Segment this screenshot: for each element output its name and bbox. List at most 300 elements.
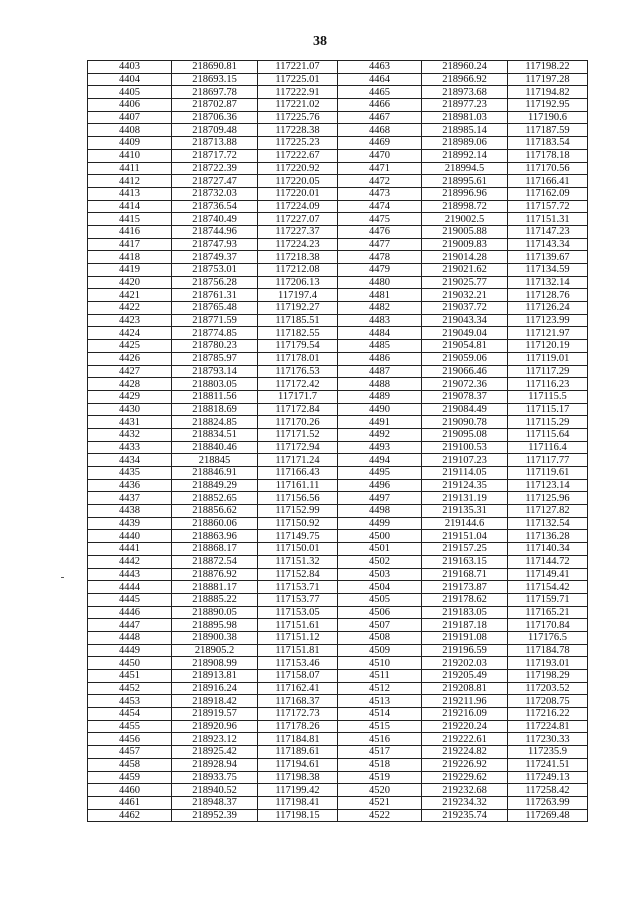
y-coordinate-cell: 117153.71	[258, 581, 338, 594]
table-row	[88, 213, 588, 226]
table-row	[88, 479, 588, 492]
table-row	[88, 264, 588, 277]
x-coordinate-cell: 219114.05	[422, 467, 508, 480]
x-coordinate-cell: 218908.99	[172, 657, 258, 670]
point-number-cell: 4471	[338, 162, 422, 175]
x-coordinate-cell: 218780.23	[172, 340, 258, 353]
y-coordinate-cell: 117258.42	[508, 784, 588, 797]
y-coordinate-cell: 117140.34	[508, 543, 588, 556]
point-number-cell: 4518	[338, 758, 422, 771]
table-row	[88, 416, 588, 429]
y-coordinate-cell: 117172.42	[258, 378, 338, 391]
y-coordinate-cell: 117197.28	[508, 73, 588, 86]
x-coordinate-cell: 219226.92	[422, 758, 508, 771]
table-row	[88, 784, 588, 797]
y-coordinate-cell: 117151.32	[258, 555, 338, 568]
point-number-cell: 4483	[338, 314, 422, 327]
x-coordinate-cell: 219084.49	[422, 403, 508, 416]
x-coordinate-cell: 218736.54	[172, 200, 258, 213]
y-coordinate-cell: 117151.31	[508, 213, 588, 226]
point-number-cell: 4510	[338, 657, 422, 670]
x-coordinate-cell: 218706.36	[172, 111, 258, 124]
y-coordinate-cell: 117170.56	[508, 162, 588, 175]
y-coordinate-cell: 117194.61	[258, 758, 338, 771]
y-coordinate-cell: 117198.15	[258, 809, 338, 822]
point-number-cell: 4420	[88, 276, 172, 289]
point-number-cell: 4423	[88, 314, 172, 327]
y-coordinate-cell: 117170.26	[258, 416, 338, 429]
y-coordinate-cell: 117166.43	[258, 467, 338, 480]
point-number-cell: 4419	[88, 264, 172, 277]
x-coordinate-cell: 219009.83	[422, 238, 508, 251]
y-coordinate-cell: 117241.51	[508, 758, 588, 771]
point-number-cell: 4507	[338, 619, 422, 632]
x-coordinate-cell: 218872.54	[172, 555, 258, 568]
point-number-cell: 4443	[88, 568, 172, 581]
table-row	[88, 467, 588, 480]
y-coordinate-cell: 117153.46	[258, 657, 338, 670]
y-coordinate-cell: 117120.19	[508, 340, 588, 353]
y-coordinate-cell: 117149.75	[258, 530, 338, 543]
point-number-cell: 4450	[88, 657, 172, 670]
x-coordinate-cell: 218845	[172, 454, 258, 467]
x-coordinate-cell: 219131.19	[422, 492, 508, 505]
x-coordinate-cell: 218732.03	[172, 187, 258, 200]
y-coordinate-cell: 117227.37	[258, 225, 338, 238]
y-coordinate-cell: 117224.81	[508, 720, 588, 733]
x-coordinate-cell: 218981.03	[422, 111, 508, 124]
y-coordinate-cell: 117212.08	[258, 264, 338, 277]
y-coordinate-cell: 117206.13	[258, 276, 338, 289]
y-coordinate-cell: 117162.09	[508, 187, 588, 200]
x-coordinate-cell: 219144.6	[422, 517, 508, 530]
y-coordinate-cell: 117192.27	[258, 302, 338, 315]
x-coordinate-cell: 219151.04	[422, 530, 508, 543]
table-row	[88, 517, 588, 530]
y-coordinate-cell: 117150.01	[258, 543, 338, 556]
point-number-cell: 4408	[88, 124, 172, 137]
table-row	[88, 327, 588, 340]
point-number-cell: 4451	[88, 670, 172, 683]
table-row	[88, 555, 588, 568]
y-coordinate-cell: 117224.09	[258, 200, 338, 213]
table-row	[88, 746, 588, 759]
x-coordinate-cell: 219232.68	[422, 784, 508, 797]
x-coordinate-cell: 218989.06	[422, 137, 508, 150]
x-coordinate-cell: 218690.81	[172, 61, 258, 74]
x-coordinate-cell: 218753.01	[172, 264, 258, 277]
y-coordinate-cell: 117166.41	[508, 175, 588, 188]
x-coordinate-cell: 218744.96	[172, 225, 258, 238]
x-coordinate-cell: 219178.62	[422, 593, 508, 606]
point-number-cell: 4422	[88, 302, 172, 315]
y-coordinate-cell: 117115.29	[508, 416, 588, 429]
point-number-cell: 4427	[88, 365, 172, 378]
y-coordinate-cell: 117126.24	[508, 302, 588, 315]
x-coordinate-cell: 219054.81	[422, 340, 508, 353]
x-coordinate-cell: 218868.17	[172, 543, 258, 556]
x-coordinate-cell: 218702.87	[172, 99, 258, 112]
y-coordinate-cell: 117117.77	[508, 454, 588, 467]
table-row	[88, 314, 588, 327]
x-coordinate-cell: 219216.09	[422, 708, 508, 721]
x-coordinate-cell: 218916.24	[172, 682, 258, 695]
table-row	[88, 340, 588, 353]
table-row	[88, 454, 588, 467]
x-coordinate-cell: 218717.72	[172, 149, 258, 162]
point-number-cell: 4440	[88, 530, 172, 543]
x-coordinate-cell: 219202.03	[422, 657, 508, 670]
table-row	[88, 99, 588, 112]
y-coordinate-cell: 117228.38	[258, 124, 338, 137]
point-number-cell: 4434	[88, 454, 172, 467]
y-coordinate-cell: 117185.51	[258, 314, 338, 327]
point-number-cell: 4432	[88, 428, 172, 441]
x-coordinate-cell: 218895.98	[172, 619, 258, 632]
table-row	[88, 568, 588, 581]
x-coordinate-cell: 218771.59	[172, 314, 258, 327]
y-coordinate-cell: 117127.82	[508, 505, 588, 518]
point-number-cell: 4428	[88, 378, 172, 391]
x-coordinate-cell: 219191.08	[422, 631, 508, 644]
table-row	[88, 606, 588, 619]
x-coordinate-cell: 218890.05	[172, 606, 258, 619]
point-number-cell: 4501	[338, 543, 422, 556]
x-coordinate-cell: 218913.81	[172, 670, 258, 683]
x-coordinate-cell: 219090.78	[422, 416, 508, 429]
y-coordinate-cell: 117115.17	[508, 403, 588, 416]
x-coordinate-cell: 218881.17	[172, 581, 258, 594]
point-number-cell: 4416	[88, 225, 172, 238]
x-coordinate-cell: 218920.96	[172, 720, 258, 733]
table-row	[88, 365, 588, 378]
y-coordinate-cell: 117208.75	[508, 695, 588, 708]
point-number-cell: 4489	[338, 390, 422, 403]
x-coordinate-cell: 218952.39	[172, 809, 258, 822]
point-number-cell: 4410	[88, 149, 172, 162]
x-coordinate-cell: 218966.92	[422, 73, 508, 86]
x-coordinate-cell: 218876.92	[172, 568, 258, 581]
point-number-cell: 4479	[338, 264, 422, 277]
table-row	[88, 111, 588, 124]
y-coordinate-cell: 117123.99	[508, 314, 588, 327]
y-coordinate-cell: 117184.81	[258, 733, 338, 746]
point-number-cell: 4519	[338, 771, 422, 784]
point-number-cell: 4473	[338, 187, 422, 200]
table-row	[88, 733, 588, 746]
x-coordinate-cell: 218709.48	[172, 124, 258, 137]
table-row	[88, 238, 588, 251]
table-row	[88, 809, 588, 822]
x-coordinate-cell: 218996.96	[422, 187, 508, 200]
table-row	[88, 276, 588, 289]
point-number-cell: 4500	[338, 530, 422, 543]
y-coordinate-cell: 117149.41	[508, 568, 588, 581]
y-coordinate-cell: 117162.41	[258, 682, 338, 695]
y-coordinate-cell: 117152.84	[258, 568, 338, 581]
y-coordinate-cell: 117225.23	[258, 137, 338, 150]
y-coordinate-cell: 117134.59	[508, 264, 588, 277]
point-number-cell: 4460	[88, 784, 172, 797]
x-coordinate-cell: 218697.78	[172, 86, 258, 99]
x-coordinate-cell: 219163.15	[422, 555, 508, 568]
point-number-cell: 4491	[338, 416, 422, 429]
table-row	[88, 670, 588, 683]
point-number-cell: 4441	[88, 543, 172, 556]
table-row	[88, 619, 588, 632]
x-coordinate-cell: 218940.52	[172, 784, 258, 797]
point-number-cell: 4403	[88, 61, 172, 74]
y-coordinate-cell: 117121.97	[508, 327, 588, 340]
table-row	[88, 86, 588, 99]
point-number-cell: 4456	[88, 733, 172, 746]
y-coordinate-cell: 117154.42	[508, 581, 588, 594]
page-number: 38	[313, 34, 327, 49]
y-coordinate-cell: 117249.13	[508, 771, 588, 784]
x-coordinate-cell: 218948.37	[172, 796, 258, 809]
point-number-cell: 4459	[88, 771, 172, 784]
x-coordinate-cell: 219168.71	[422, 568, 508, 581]
x-coordinate-cell: 218852.65	[172, 492, 258, 505]
x-coordinate-cell: 219025.77	[422, 276, 508, 289]
x-coordinate-cell: 218693.15	[172, 73, 258, 86]
table-row	[88, 428, 588, 441]
y-coordinate-cell: 117178.26	[258, 720, 338, 733]
y-coordinate-cell: 117182.55	[258, 327, 338, 340]
point-number-cell: 4499	[338, 517, 422, 530]
point-number-cell: 4455	[88, 720, 172, 733]
point-number-cell: 4435	[88, 467, 172, 480]
point-number-cell: 4494	[338, 454, 422, 467]
x-coordinate-cell: 218756.28	[172, 276, 258, 289]
table-row	[88, 657, 588, 670]
x-coordinate-cell: 219234.32	[422, 796, 508, 809]
point-number-cell: 4433	[88, 441, 172, 454]
y-coordinate-cell: 117225.01	[258, 73, 338, 86]
x-coordinate-cell: 218834.51	[172, 428, 258, 441]
y-coordinate-cell: 117158.07	[258, 670, 338, 683]
table-row	[88, 187, 588, 200]
y-coordinate-cell: 117125.96	[508, 492, 588, 505]
y-coordinate-cell: 117153.05	[258, 606, 338, 619]
y-coordinate-cell: 117224.23	[258, 238, 338, 251]
x-coordinate-cell: 219224.82	[422, 746, 508, 759]
point-number-cell: 4467	[338, 111, 422, 124]
y-coordinate-cell: 117187.59	[508, 124, 588, 137]
x-coordinate-cell: 219205.49	[422, 670, 508, 683]
table-row	[88, 302, 588, 315]
y-coordinate-cell: 117225.76	[258, 111, 338, 124]
y-coordinate-cell: 117222.67	[258, 149, 338, 162]
point-number-cell: 4480	[338, 276, 422, 289]
point-number-cell: 4517	[338, 746, 422, 759]
x-coordinate-cell: 218722.39	[172, 162, 258, 175]
y-coordinate-cell: 117165.21	[508, 606, 588, 619]
x-coordinate-cell: 219059.06	[422, 352, 508, 365]
y-coordinate-cell: 117150.92	[258, 517, 338, 530]
x-coordinate-cell: 218818.69	[172, 403, 258, 416]
x-coordinate-cell: 218905.2	[172, 644, 258, 657]
point-number-cell: 4469	[338, 137, 422, 150]
y-coordinate-cell: 117119.61	[508, 467, 588, 480]
point-number-cell: 4424	[88, 327, 172, 340]
point-number-cell: 4466	[338, 99, 422, 112]
x-coordinate-cell: 218900.38	[172, 631, 258, 644]
y-coordinate-cell: 117263.99	[508, 796, 588, 809]
x-coordinate-cell: 218747.93	[172, 238, 258, 251]
point-number-cell: 4475	[338, 213, 422, 226]
x-coordinate-cell: 218995.61	[422, 175, 508, 188]
table-row	[88, 758, 588, 771]
x-coordinate-cell: 218998.72	[422, 200, 508, 213]
y-coordinate-cell: 117151.61	[258, 619, 338, 632]
y-coordinate-cell: 117151.12	[258, 631, 338, 644]
x-coordinate-cell: 219229.62	[422, 771, 508, 784]
table-row	[88, 682, 588, 695]
x-coordinate-cell: 218856.62	[172, 505, 258, 518]
y-coordinate-cell: 117152.99	[258, 505, 338, 518]
table-row	[88, 708, 588, 721]
table-row	[88, 543, 588, 556]
y-coordinate-cell: 117199.42	[258, 784, 338, 797]
point-number-cell: 4445	[88, 593, 172, 606]
x-coordinate-cell: 218846.91	[172, 467, 258, 480]
table-row	[88, 530, 588, 543]
point-number-cell: 4414	[88, 200, 172, 213]
x-coordinate-cell: 218918.42	[172, 695, 258, 708]
y-coordinate-cell: 117178.01	[258, 352, 338, 365]
point-number-cell: 4421	[88, 289, 172, 302]
y-coordinate-cell: 117143.34	[508, 238, 588, 251]
x-coordinate-cell: 219222.61	[422, 733, 508, 746]
coordinates-table-body	[88, 61, 588, 822]
x-coordinate-cell: 219157.25	[422, 543, 508, 556]
point-number-cell: 4453	[88, 695, 172, 708]
y-coordinate-cell: 117116.23	[508, 378, 588, 391]
point-number-cell: 4425	[88, 340, 172, 353]
table-row	[88, 403, 588, 416]
x-coordinate-cell: 218774.85	[172, 327, 258, 340]
point-number-cell: 4497	[338, 492, 422, 505]
margin-mark	[61, 577, 64, 578]
y-coordinate-cell: 117168.37	[258, 695, 338, 708]
y-coordinate-cell: 117189.61	[258, 746, 338, 759]
y-coordinate-cell: 117193.01	[508, 657, 588, 670]
point-number-cell: 4470	[338, 149, 422, 162]
y-coordinate-cell: 117176.5	[508, 631, 588, 644]
y-coordinate-cell: 117171.24	[258, 454, 338, 467]
x-coordinate-cell: 218863.96	[172, 530, 258, 543]
y-coordinate-cell: 117151.81	[258, 644, 338, 657]
point-number-cell: 4515	[338, 720, 422, 733]
y-coordinate-cell: 117132.14	[508, 276, 588, 289]
point-number-cell: 4486	[338, 352, 422, 365]
point-number-cell: 4511	[338, 670, 422, 683]
point-number-cell: 4446	[88, 606, 172, 619]
table-row	[88, 581, 588, 594]
x-coordinate-cell: 218793.14	[172, 365, 258, 378]
y-coordinate-cell: 117218.38	[258, 251, 338, 264]
x-coordinate-cell: 218860.06	[172, 517, 258, 530]
table-row	[88, 251, 588, 264]
x-coordinate-cell: 218811.56	[172, 390, 258, 403]
point-number-cell: 4488	[338, 378, 422, 391]
y-coordinate-cell: 117192.95	[508, 99, 588, 112]
table-row	[88, 352, 588, 365]
point-number-cell: 4502	[338, 555, 422, 568]
table-row	[88, 175, 588, 188]
point-number-cell: 4514	[338, 708, 422, 721]
table-row	[88, 149, 588, 162]
y-coordinate-cell: 117220.01	[258, 187, 338, 200]
y-coordinate-cell: 117123.14	[508, 479, 588, 492]
point-number-cell: 4493	[338, 441, 422, 454]
table-row	[88, 61, 588, 74]
point-number-cell: 4417	[88, 238, 172, 251]
x-coordinate-cell: 218923.12	[172, 733, 258, 746]
x-coordinate-cell: 219183.05	[422, 606, 508, 619]
point-number-cell: 4512	[338, 682, 422, 695]
y-coordinate-cell: 117183.54	[508, 137, 588, 150]
y-coordinate-cell: 117119.01	[508, 352, 588, 365]
point-number-cell: 4513	[338, 695, 422, 708]
y-coordinate-cell: 117128.76	[508, 289, 588, 302]
point-number-cell: 4508	[338, 631, 422, 644]
point-number-cell: 4465	[338, 86, 422, 99]
y-coordinate-cell: 117115.5	[508, 390, 588, 403]
x-coordinate-cell: 219066.46	[422, 365, 508, 378]
y-coordinate-cell: 117157.72	[508, 200, 588, 213]
x-coordinate-cell: 219049.04	[422, 327, 508, 340]
x-coordinate-cell: 219107.23	[422, 454, 508, 467]
table-row	[88, 289, 588, 302]
x-coordinate-cell: 218973.68	[422, 86, 508, 99]
x-coordinate-cell: 219021.62	[422, 264, 508, 277]
y-coordinate-cell: 117198.22	[508, 61, 588, 74]
x-coordinate-cell: 219095.08	[422, 428, 508, 441]
y-coordinate-cell: 117221.02	[258, 99, 338, 112]
y-coordinate-cell: 117220.05	[258, 175, 338, 188]
point-number-cell: 4448	[88, 631, 172, 644]
y-coordinate-cell: 117172.94	[258, 441, 338, 454]
point-number-cell: 4413	[88, 187, 172, 200]
table-row	[88, 162, 588, 175]
x-coordinate-cell: 218824.85	[172, 416, 258, 429]
point-number-cell: 4490	[338, 403, 422, 416]
x-coordinate-cell: 218727.47	[172, 175, 258, 188]
x-coordinate-cell: 219037.72	[422, 302, 508, 315]
table-row	[88, 73, 588, 86]
point-number-cell: 4498	[338, 505, 422, 518]
y-coordinate-cell: 117115.64	[508, 428, 588, 441]
x-coordinate-cell: 218925.42	[172, 746, 258, 759]
y-coordinate-cell: 117222.91	[258, 86, 338, 99]
y-coordinate-cell: 117190.6	[508, 111, 588, 124]
point-number-cell: 4449	[88, 644, 172, 657]
point-number-cell: 4468	[338, 124, 422, 137]
x-coordinate-cell: 218765.48	[172, 302, 258, 315]
point-number-cell: 4505	[338, 593, 422, 606]
x-coordinate-cell: 218960.24	[422, 61, 508, 74]
y-coordinate-cell: 117220.92	[258, 162, 338, 175]
point-number-cell: 4407	[88, 111, 172, 124]
table-row	[88, 492, 588, 505]
point-number-cell: 4484	[338, 327, 422, 340]
point-number-cell: 4464	[338, 73, 422, 86]
point-number-cell: 4495	[338, 467, 422, 480]
point-number-cell: 4436	[88, 479, 172, 492]
y-coordinate-cell: 117144.72	[508, 555, 588, 568]
